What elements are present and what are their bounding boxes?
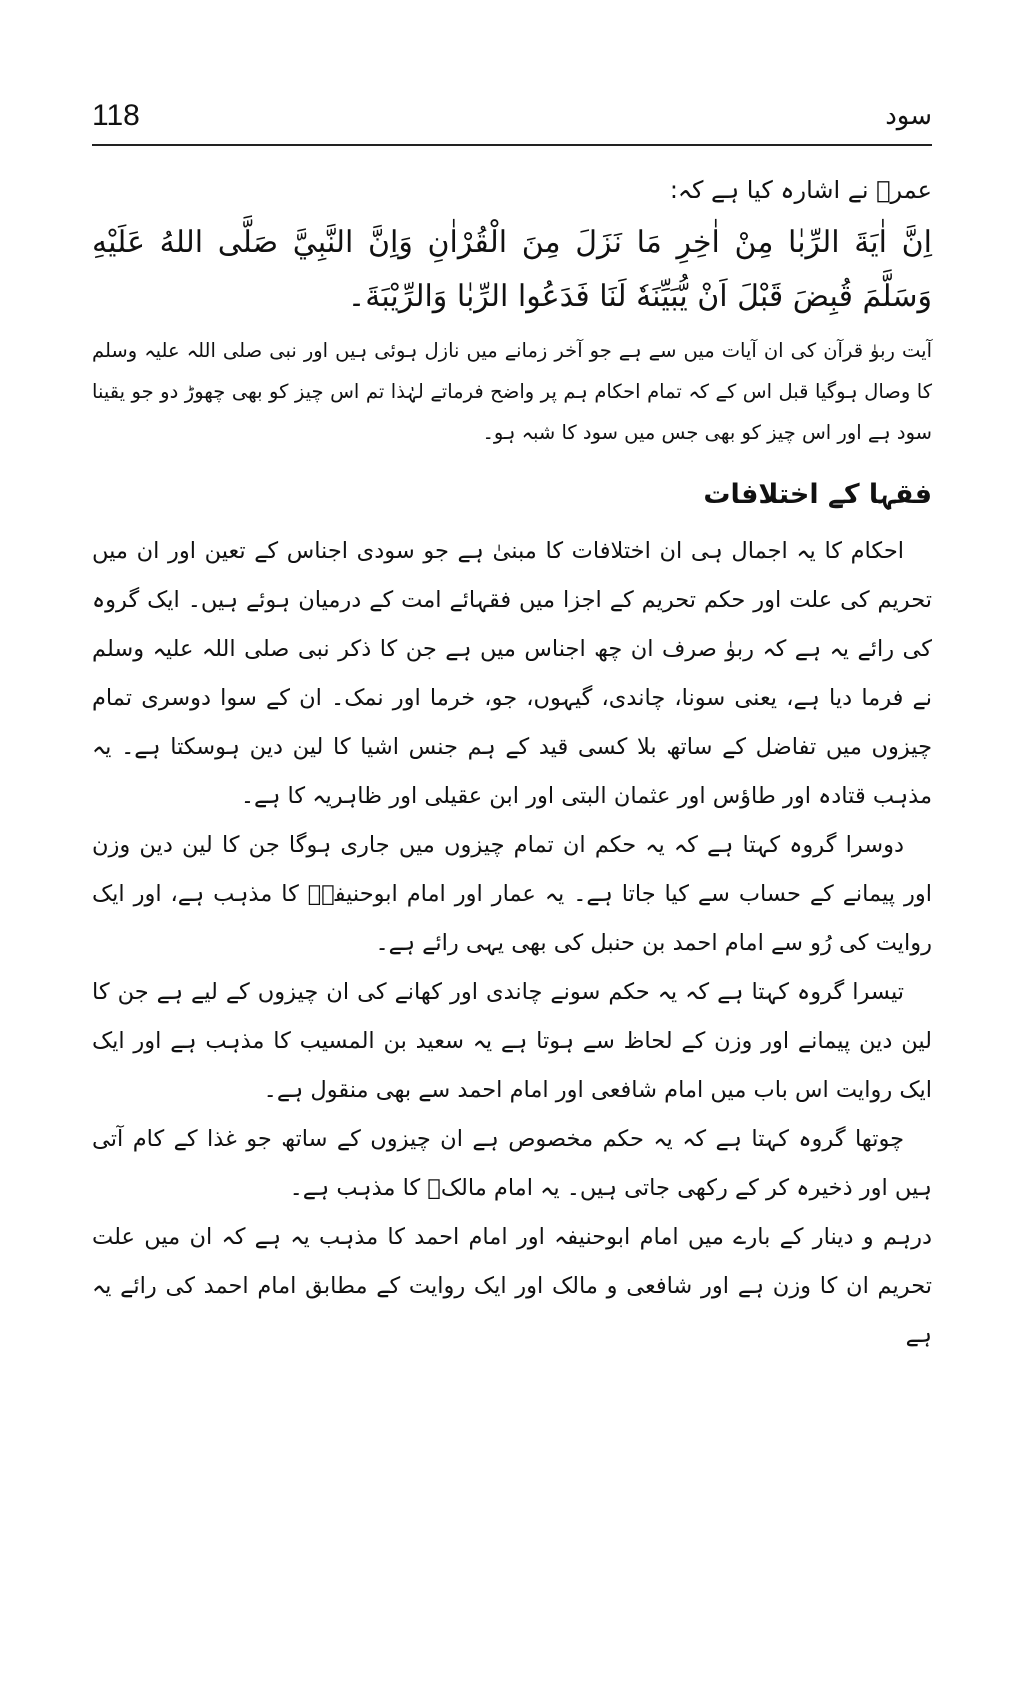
running-head: سود bbox=[885, 101, 932, 131]
body-paragraph: تیسرا گروہ کہتا ہے کہ یہ حکم سونے چاندی اور کھانے کی ان چیزوں کے لیے ہے جن کا لین دین پیمانے اور وزن کے لحاظ سے ہوتا ہے یہ سعید بن المسیب کا مذہب ہے اور ایک ایک روایت اس باب میں امام شافعی اور امام احمد سے بھی منقول ہے۔ bbox=[92, 979, 932, 1103]
body-paragraph: احکام کا یہ اجمال ہی ان اختلافات کا مبنیٰ ہے جو سودی اجناس کے تعین اور ان میں تحریم کی علت اور حکم تحریم کے اجزا میں فقہائے امت کے درمیان ہوئے ہیں۔ ایک گروہ کی رائے یہ ہے کہ ربوٰ صرف ان چھ اجناس میں ہے جن کا ذکر نبی صلی اللہ علیہ وسلم نے فرما دیا ہے، یعنی سونا، چاندی، گیہوں، جو، خرما اور نمک۔ ان کے سوا دوسری تمام چیزوں میں تفاضل کے ساتھ بلا کسی قید کے ہم جنس اشیا کا لین دین ہوسکتا ہے۔ یہ مذہب قتادہ اور طاؤس اور عثمان البتی اور ابن عقیلی اور ظاہریہ کا ہے۔ bbox=[92, 538, 932, 809]
body-paragraph: چوتھا گروہ کہتا ہے کہ یہ حکم مخصوص ہے ان چیزوں کے ساتھ جو غذا کے کام آتی ہیں اور ذخیرہ کر کے رکھی جاتی ہیں۔ یہ امام مالکؒ کا مذہب ہے۔ bbox=[92, 1126, 932, 1201]
body-paragraph: دوسرا گروہ کہتا ہے کہ یہ حکم ان تمام چیزوں میں جاری ہوگا جن کا لین دین وزن اور پیمانے کے حساب سے کیا جاتا ہے۔ یہ عمار اور امام ابوحنیفہؒ کا مذہب ہے، اور ایک روایت کی رُو سے امام احمد بن حنبل کی بھی یہی رائے ہے۔ bbox=[92, 832, 932, 956]
section-heading: فقہا کے اختلافات bbox=[703, 479, 932, 510]
page-content bbox=[92, 160, 932, 1360]
arabic-quote: اِنَّ اٰيَةَ الرِّبٰا مِنْ اٰخِرِ مَا نَزَلَ مِنَ الْقُرْاٰنِ وَاِنَّ النَّبِيَّ صَلَّى اللهُ عَلَيْهِ وَسَلَّمَ قُبِضَ قَبْلَ اَنْ يُّبَيِّنَهٗ لَنَا فَدَعُوا الرِّبٰا وَالرِّيْبَةَ۔ bbox=[92, 225, 932, 314]
quote-translation: آیت ربوٰ قرآن کی ان آیات میں سے ہے جو آخر زمانے میں نازل ہوئی ہیں اور نبی صلی اللہ علیہ وسلم کا وصال ہوگیا قبل اس کے کہ تمام احکام ہم پر واضح فرماتے لہٰذا تم اس چیز کو بھی چھوڑ دو جو یقینا سود ہے اور اس چیز کو بھی جس میں سود کا شبہ ہو۔ bbox=[92, 339, 932, 444]
page-header bbox=[92, 96, 932, 144]
page-number: 118 bbox=[92, 99, 140, 132]
body-paragraph: درہم و دینار کے بارے میں امام ابوحنیفہ اور امام احمد کا مذہب یہ ہے کہ ان میں علت تحریم ان کا وزن ہے اور شافعی و مالک اور ایک روایت کے مطابق امام احمد کی رائے یہ ہے bbox=[92, 1224, 932, 1348]
intro-line: عمرؓ نے اشارہ کیا ہے کہ: bbox=[669, 176, 932, 204]
header-rule bbox=[92, 144, 932, 146]
